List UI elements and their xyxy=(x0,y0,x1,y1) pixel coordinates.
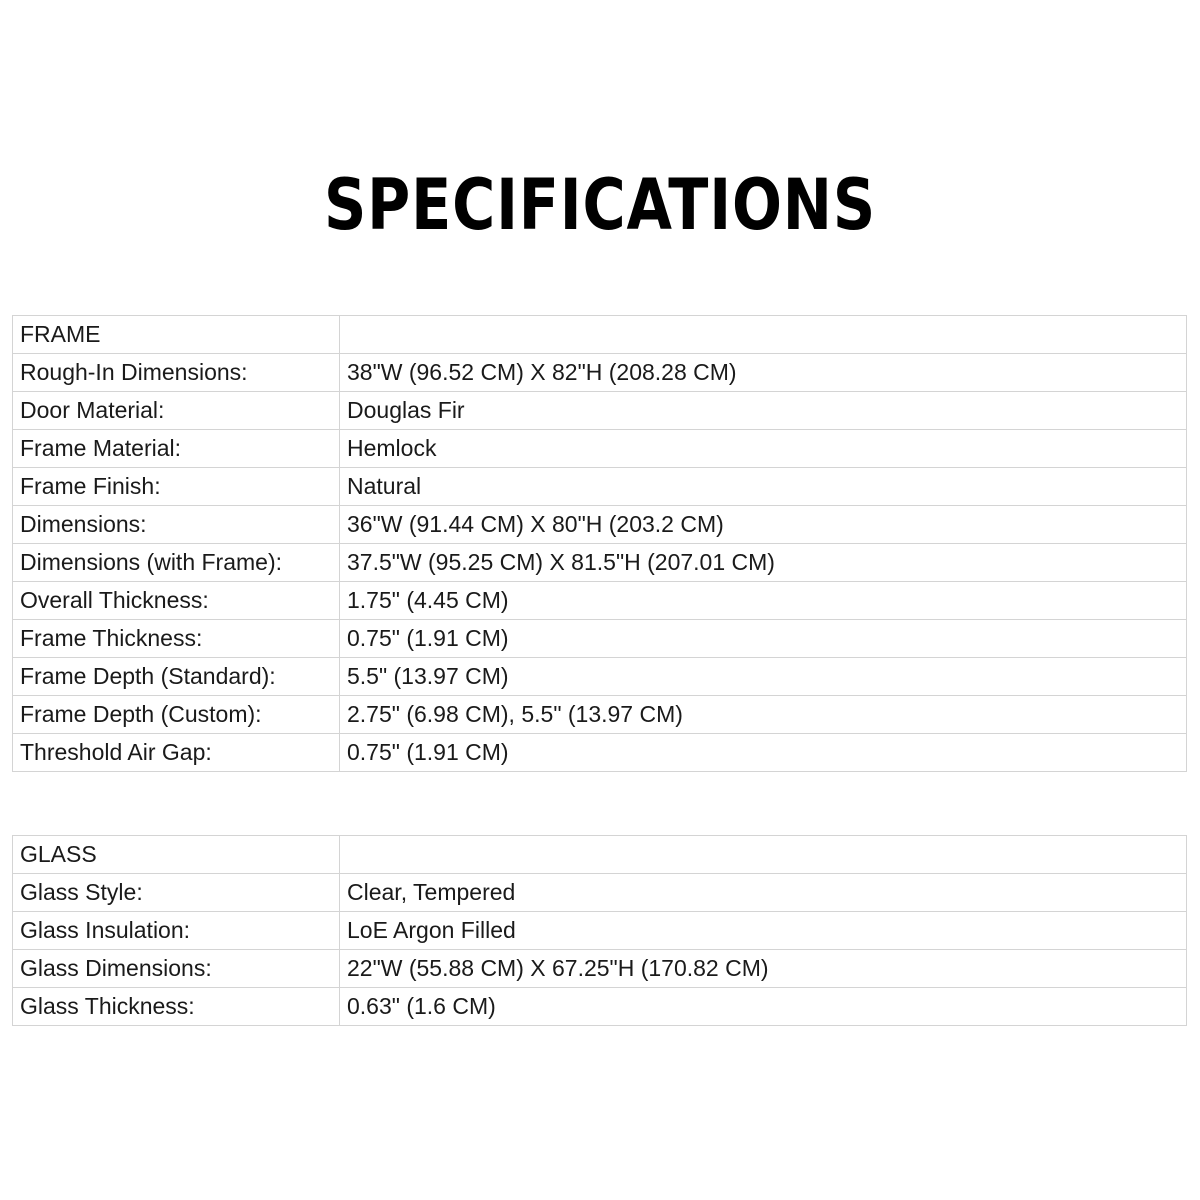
table-row xyxy=(13,430,1187,468)
spec-value: 0.63" (1.6 CM) xyxy=(340,988,1187,1026)
spec-value: 0.75" (1.91 CM) xyxy=(340,620,1187,658)
table-row xyxy=(13,874,1187,912)
spec-value: Natural xyxy=(340,468,1187,506)
table-row xyxy=(13,988,1187,1026)
section-header: FRAME xyxy=(13,316,340,354)
spec-label: Glass Thickness: xyxy=(13,988,340,1026)
spec-value: 5.5" (13.97 CM) xyxy=(340,658,1187,696)
spec-label: Glass Insulation: xyxy=(13,912,340,950)
table-header-row xyxy=(13,836,1187,874)
spec-label: Door Material: xyxy=(13,392,340,430)
glass-spec-table xyxy=(12,835,1187,1026)
spec-value: Douglas Fir xyxy=(340,392,1187,430)
spec-value: 2.75" (6.98 CM), 5.5" (13.97 CM) xyxy=(340,696,1187,734)
table-row xyxy=(13,582,1187,620)
spec-value: 0.75" (1.91 CM) xyxy=(340,734,1187,772)
table-row xyxy=(13,354,1187,392)
spec-value: 38"W (96.52 CM) X 82"H (208.28 CM) xyxy=(340,354,1187,392)
spec-value: Hemlock xyxy=(340,430,1187,468)
page-title: SPECIFICATIONS xyxy=(323,164,877,246)
spec-label: Frame Depth (Standard): xyxy=(13,658,340,696)
spec-label: Threshold Air Gap: xyxy=(13,734,340,772)
table-row xyxy=(13,544,1187,582)
section-header-blank xyxy=(340,836,1187,874)
table-row xyxy=(13,620,1187,658)
spec-label: Frame Thickness: xyxy=(13,620,340,658)
section-header: GLASS xyxy=(13,836,340,874)
frame-spec-table xyxy=(12,315,1187,772)
spec-value: LoE Argon Filled xyxy=(340,912,1187,950)
spec-value: 36"W (91.44 CM) X 80"H (203.2 CM) xyxy=(340,506,1187,544)
table-row xyxy=(13,950,1187,988)
table-row xyxy=(13,696,1187,734)
spec-value: Clear, Tempered xyxy=(340,874,1187,912)
spec-value: 37.5"W (95.25 CM) X 81.5"H (207.01 CM) xyxy=(340,544,1187,582)
table-row xyxy=(13,734,1187,772)
spec-label: Frame Material: xyxy=(13,430,340,468)
spec-label: Frame Depth (Custom): xyxy=(13,696,340,734)
table-row xyxy=(13,506,1187,544)
table-row xyxy=(13,392,1187,430)
table-row xyxy=(13,658,1187,696)
spec-value: 1.75" (4.45 CM) xyxy=(340,582,1187,620)
spec-label: Glass Style: xyxy=(13,874,340,912)
spec-value: 22"W (55.88 CM) X 67.25"H (170.82 CM) xyxy=(340,950,1187,988)
table-row xyxy=(13,468,1187,506)
spec-label: Frame Finish: xyxy=(13,468,340,506)
table-row xyxy=(13,912,1187,950)
spec-label: Rough-In Dimensions: xyxy=(13,354,340,392)
table-header-row xyxy=(13,316,1187,354)
spec-label: Dimensions: xyxy=(13,506,340,544)
spec-label: Glass Dimensions: xyxy=(13,950,340,988)
spec-label: Dimensions (with Frame): xyxy=(13,544,340,582)
spec-label: Overall Thickness: xyxy=(13,582,340,620)
section-header-blank xyxy=(340,316,1187,354)
